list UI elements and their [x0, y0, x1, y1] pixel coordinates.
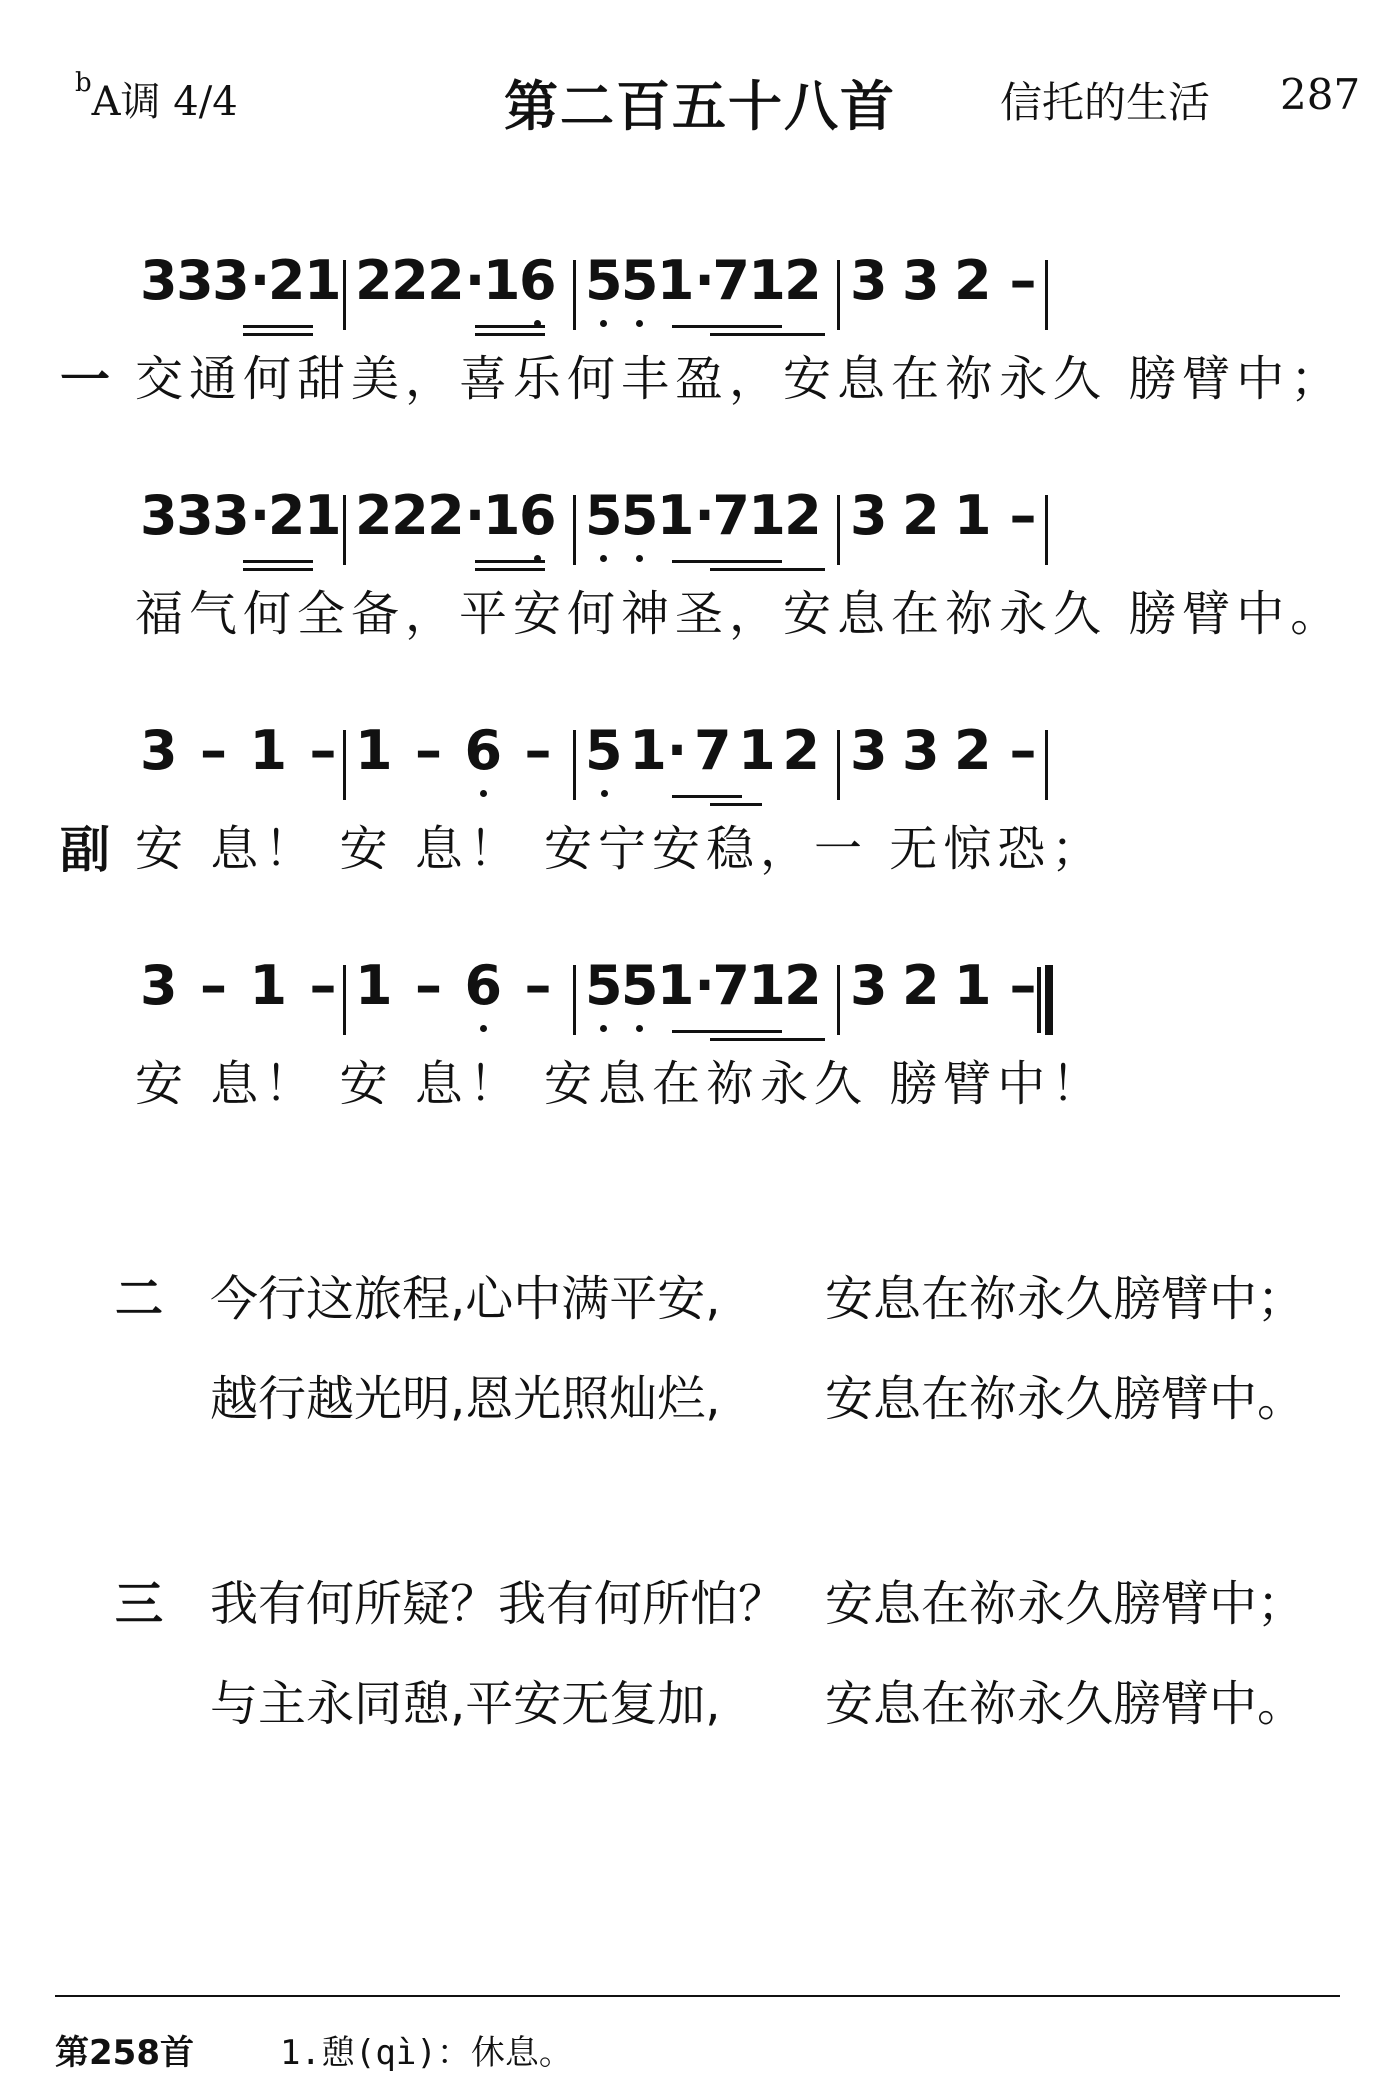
note: 2	[784, 954, 822, 1017]
barline	[837, 965, 840, 1035]
footnote-hymn-number: 第258首	[55, 2033, 194, 2073]
verse-2-line-2	[115, 1360, 1315, 1460]
verse-text: 今行这旅程,心中满平安,	[210, 1271, 721, 1327]
footer-divider	[55, 1995, 1340, 1997]
jianpu-score	[60, 230, 1360, 1170]
note: 3·	[212, 249, 271, 312]
note: 7	[712, 249, 750, 312]
beam-line	[672, 795, 742, 798]
note: 1	[249, 719, 288, 782]
note: 1·	[656, 484, 715, 547]
note: 3	[850, 954, 888, 1017]
note: 7	[712, 484, 750, 547]
measure	[585, 245, 820, 335]
note: 5	[621, 950, 657, 1022]
measure	[355, 480, 555, 570]
notes-row	[60, 245, 1360, 355]
score-system	[60, 230, 1360, 465]
measure	[140, 245, 340, 335]
note: –	[1009, 484, 1037, 547]
notes-row	[60, 480, 1360, 590]
notes-row	[60, 715, 1360, 825]
note: 7	[693, 719, 732, 782]
flat-sign: b	[75, 67, 92, 98]
note: 2	[902, 484, 940, 547]
measure	[585, 950, 820, 1040]
note: 2	[782, 719, 820, 782]
beam-line	[672, 560, 782, 563]
barline	[1045, 965, 1053, 1035]
note: 3	[140, 484, 178, 547]
note: –	[415, 719, 443, 782]
note: 6	[464, 950, 502, 1022]
lyrics-row	[60, 810, 1360, 890]
barline	[1045, 260, 1048, 330]
measure	[140, 480, 340, 570]
note: 3·	[212, 484, 271, 547]
note: 6	[464, 715, 502, 787]
barline	[343, 730, 346, 800]
note: 5	[621, 480, 657, 552]
beam-line	[243, 333, 313, 336]
note: 2	[784, 484, 822, 547]
measure	[140, 950, 340, 1040]
barline	[343, 965, 346, 1035]
page-number: 287	[1280, 70, 1361, 119]
note: –	[1009, 719, 1037, 782]
verse-text: 与主永同憩,平安无复加,	[210, 1676, 721, 1732]
note: 1	[738, 719, 776, 782]
verse-label: 副	[60, 821, 110, 879]
note: 2	[784, 249, 822, 312]
time-signature: 4/4	[173, 79, 238, 125]
beam-line	[672, 325, 782, 328]
note: –	[524, 719, 552, 782]
barline	[573, 730, 576, 800]
note: 1	[954, 954, 992, 1017]
lyric-line: 福气何全备，平安何神圣，安息在祢永久 膀臂中。	[135, 586, 1345, 642]
measure	[850, 715, 1040, 805]
measure	[355, 715, 555, 805]
note: 1	[355, 719, 393, 782]
note: –	[309, 954, 337, 1017]
note: 3	[176, 484, 214, 547]
note: 5	[585, 480, 621, 552]
verse-refrain: 安息在祢永久膀臂中。	[825, 1676, 1306, 1732]
measure	[850, 245, 1040, 335]
note: –	[524, 954, 552, 1017]
note: 2	[355, 249, 393, 312]
note: 1	[954, 484, 992, 547]
page-header	[0, 67, 1400, 160]
note: 2	[954, 249, 992, 312]
beam-line	[750, 1038, 825, 1041]
note: 5	[585, 245, 621, 317]
barline	[837, 495, 840, 565]
beam-line	[475, 333, 545, 336]
note: 1	[748, 484, 786, 547]
barline	[1045, 730, 1048, 800]
verse-refrain: 安息在祢永久膀臂中。	[825, 1371, 1306, 1427]
barline	[1045, 495, 1048, 565]
barline	[837, 260, 840, 330]
note: 5	[585, 950, 621, 1022]
score-system	[60, 935, 1360, 1170]
note: 6	[519, 245, 555, 317]
beam-line	[475, 325, 545, 328]
note: –	[200, 719, 228, 782]
note: –	[1009, 249, 1037, 312]
note: 3	[902, 249, 940, 312]
note: 2	[267, 249, 306, 312]
note: 2	[902, 954, 940, 1017]
note: 2·	[427, 249, 486, 312]
note: 3	[850, 249, 888, 312]
note: 1	[303, 484, 342, 547]
note: 1	[355, 954, 393, 1017]
verse-3-line-2	[115, 1665, 1315, 1765]
measure	[585, 715, 820, 805]
measure	[140, 715, 340, 805]
note: 2·	[427, 484, 486, 547]
note: 1	[249, 954, 288, 1017]
note: 5	[585, 715, 623, 787]
note: 5	[621, 245, 657, 317]
verse-text: 我有何所疑？我有何所怕？	[210, 1576, 787, 1632]
note: 3	[140, 719, 178, 782]
verses	[115, 1260, 1315, 1765]
note: 1	[482, 249, 521, 312]
lyrics-row	[60, 1045, 1360, 1125]
footnote-text: 1.憩(qì)：休息。	[280, 2033, 573, 2073]
lyrics-row	[60, 575, 1360, 655]
key-label: A调	[91, 79, 161, 125]
beam-line	[750, 568, 825, 571]
lyric-line: 安 息！ 安 息！ 安宁安稳，一 无惊恐；	[135, 821, 1106, 877]
verse-number: 二	[115, 1271, 164, 1327]
note: 1·	[656, 954, 715, 1017]
verse-refrain: 安息在祢永久膀臂中；	[825, 1271, 1306, 1327]
note: 2	[355, 484, 393, 547]
note: 2	[954, 719, 992, 782]
note: 2	[391, 484, 429, 547]
category-label: 信托的生活	[1000, 78, 1211, 127]
barline	[573, 495, 576, 565]
verse-label: 一	[60, 351, 110, 409]
beam-line	[243, 325, 313, 328]
score-system	[60, 700, 1360, 935]
verse-2-line-1	[115, 1260, 1315, 1360]
note: 1	[748, 954, 786, 1017]
barline	[343, 495, 346, 565]
note: –	[415, 954, 443, 1017]
beam-line	[243, 568, 313, 571]
beam-line	[710, 803, 762, 806]
notes-row	[60, 950, 1360, 1060]
lyric-line: 交通何甜美，喜乐何丰盈，安息在祢永久 膀臂中；	[135, 351, 1345, 407]
measure	[355, 950, 555, 1040]
note: 1	[303, 249, 342, 312]
barline	[343, 260, 346, 330]
note: 2	[391, 249, 429, 312]
lyrics-row	[60, 340, 1360, 420]
note: 3	[176, 249, 214, 312]
note: 3	[140, 954, 178, 1017]
note: –	[200, 954, 228, 1017]
note: 3	[850, 484, 888, 547]
footnote	[55, 2025, 1340, 2074]
note: 1·	[656, 249, 715, 312]
measure	[850, 950, 1040, 1040]
note: –	[1009, 954, 1037, 1017]
note: 7	[712, 954, 750, 1017]
verse-number: 三	[115, 1576, 164, 1632]
beam-line	[672, 1030, 782, 1033]
score-system	[60, 465, 1360, 700]
note: 3	[850, 719, 888, 782]
barline	[573, 965, 576, 1035]
note: 3	[902, 719, 940, 782]
barline	[573, 260, 576, 330]
measure	[850, 480, 1040, 570]
verse-text: 越行越光明,恩光照灿烂,	[210, 1371, 721, 1427]
note: 1	[482, 484, 521, 547]
note: 1	[748, 249, 786, 312]
note: 3	[140, 249, 178, 312]
beam-line	[750, 333, 825, 336]
verse-3-line-1	[115, 1565, 1315, 1665]
note: 6	[519, 480, 555, 552]
measure	[355, 245, 555, 335]
lyric-line: 安 息！ 安 息！ 安息在祢永久 膀臂中！	[135, 1056, 1106, 1112]
hymn-title: 第二百五十八首	[504, 75, 896, 138]
beam-line	[475, 560, 545, 563]
beam-line	[475, 568, 545, 571]
note: 1·	[629, 719, 688, 782]
barline	[837, 730, 840, 800]
measure	[585, 480, 820, 570]
note: 2	[267, 484, 306, 547]
beam-line	[243, 560, 313, 563]
note: –	[309, 719, 337, 782]
verse-refrain: 安息在祢永久膀臂中；	[825, 1576, 1306, 1632]
